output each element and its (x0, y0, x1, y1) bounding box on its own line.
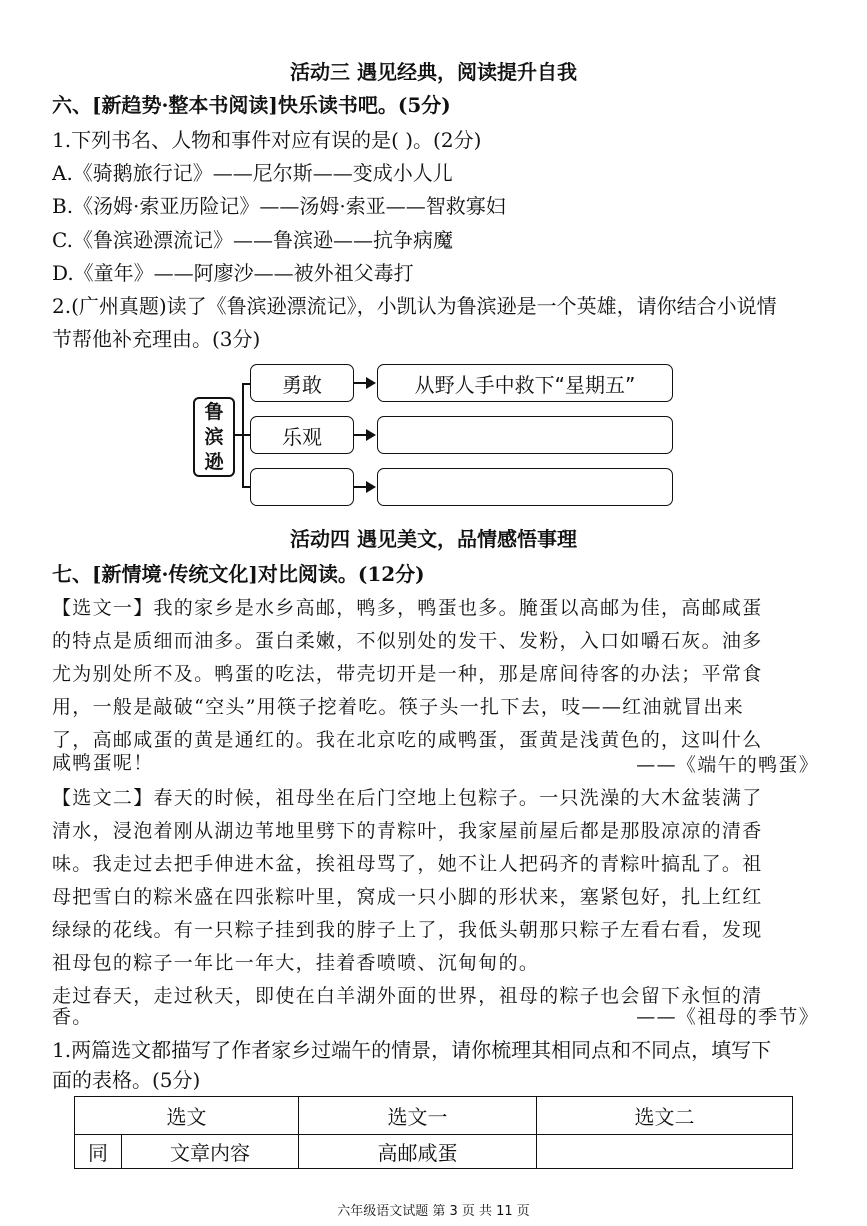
diagram-root (193, 397, 235, 477)
passage2-line: 走过春天，走过秋天，即使在白羊湖外面的世界，祖母的粽子也会留下永恒的清 (52, 985, 763, 1007)
option-c: C.《鲁滨逊漂流记》——鲁滨逊——抗争病魔 (52, 228, 453, 252)
passage1-line: 咸鸭蛋呢！ (52, 752, 154, 774)
q6-2-stem-line1: 2.(广州真题)读了《鲁滨逊漂流记》，小凯认为鲁滨逊是一个英雄，请你结合小说情 (52, 294, 777, 318)
option-b: B.《汤姆·索亚历险记》——汤姆·索亚——智救寡妇 (52, 194, 506, 218)
connector (242, 434, 250, 436)
passage1-line: 了，高邮咸蛋的黄是通红的。我在北京吃的咸鸭蛋，蛋黄是浅黄色的，这叫什么 (52, 729, 763, 751)
passage2-line: 味。我走过去把手伸进木盆，挨祖母骂了，她不让人把码齐的青粽叶搞乱了。祖 (52, 853, 763, 875)
activity3-title: 活动三 遇见经典，阅读提升自我 (290, 60, 577, 84)
reason-box (377, 468, 673, 506)
diagram-root-char: 鲁 (204, 400, 224, 423)
passage1-line: 用，一般是敲破“空头”用筷子挖着吃。筷子头一扎下去，吱——红油就冒出来 (52, 696, 744, 718)
activity4-title: 活动四 遇见美文，品情感悟事理 (290, 527, 577, 551)
comparison-table (74, 1096, 793, 1169)
q7-1-stem-line2: 面的表格。(5分) (52, 1068, 201, 1092)
q7-1-stem-line1: 1.两篇选文都描写了作者家乡过端午的情景，请你梳理其相同点和不同点，填写下 (52, 1038, 772, 1062)
table-header-cell: 选文二 (537, 1097, 793, 1135)
trait-box: 勇敢 (250, 364, 354, 402)
q6-1-stem: 1.下列书名、人物和事件对应有误的是( )。(2分) (52, 128, 482, 152)
q6-2-stem-line2: 节帮他补充理由。(3分) (52, 327, 261, 351)
table-header-cell: 选文一 (299, 1097, 537, 1135)
table-header-row (75, 1097, 793, 1135)
arrow-head (366, 429, 376, 441)
table-item-cell: 文章内容 (122, 1135, 299, 1169)
trait-box (250, 468, 354, 506)
passage2-line: 香。 (52, 1006, 93, 1028)
passage1-line: 尤为别处所不及。鸭蛋的吃法，带壳切开是一种，那是席间待客的办法；平常食 (52, 663, 763, 685)
passage1-line: 【选文一】我的家乡是水乡高邮，鸭多，鸭蛋也多。腌蛋以高邮为佳，高邮咸蛋 (52, 597, 763, 619)
passage2-line: 【选文二】春天的时候，祖母坐在后门空地上包粽子。一只洗澡的大木盆装满了 (52, 787, 763, 809)
connector (242, 486, 250, 488)
table-answer-cell[interactable] (537, 1135, 793, 1169)
diagram-root-char: 滨 (204, 425, 224, 448)
passage2-line: 母把雪白的粽米盛在四张粽叶里，窝成一只小脚的形状来，塞紧包好，扎上红红 (52, 886, 763, 908)
passage1-line: 的特点是质细而油多。蛋白柔嫩，不似别处的发干、发粉，入口如嚼石灰。油多 (52, 630, 763, 652)
passage2-line: 清水，浸泡着刚从湖边苇地里劈下的青粽叶，我家屋前屋后都是那股凉凉的清香 (52, 820, 763, 842)
passage2-line: 祖母包的粽子一年比一年大，挂着香喷喷、沉甸甸的。 (52, 952, 540, 974)
q7-header: 七、[新情境·传统文化]对比阅读。(12分) (52, 562, 425, 586)
diagram-root-char: 逊 (204, 450, 224, 473)
table-row (75, 1135, 793, 1169)
reason-box (377, 416, 673, 454)
arrow-head (366, 377, 376, 389)
option-d: D.《童年》——阿廖沙——被外祖父毒打 (52, 261, 414, 285)
passage2-line: 绿绿的花线。有一只粽子挂到我的脖子上了，我低头朝那只粽子左看右看，发现 (52, 919, 763, 941)
table-group-cell: 同 (75, 1135, 122, 1169)
page-footer: 六年级语文试题 第 3 页 共 11 页 (337, 1204, 530, 1219)
passage2-source: ——《祖母的季节》 (636, 1006, 819, 1028)
passage1-source: ——《端午的鸭蛋》 (636, 754, 819, 776)
option-a: A.《骑鹅旅行记》——尼尔斯——变成小人儿 (52, 161, 453, 185)
trait-box: 乐观 (250, 416, 354, 454)
connector (242, 383, 250, 385)
reason-box: 从野人手中救下“星期五” (377, 364, 673, 402)
table-cell: 高邮咸蛋 (299, 1135, 537, 1169)
table-header-cell: 选文 (75, 1097, 299, 1135)
q6-header: 六、[新趋势·整本书阅读]快乐读书吧。(5分) (52, 93, 451, 117)
arrow-head (366, 481, 376, 493)
